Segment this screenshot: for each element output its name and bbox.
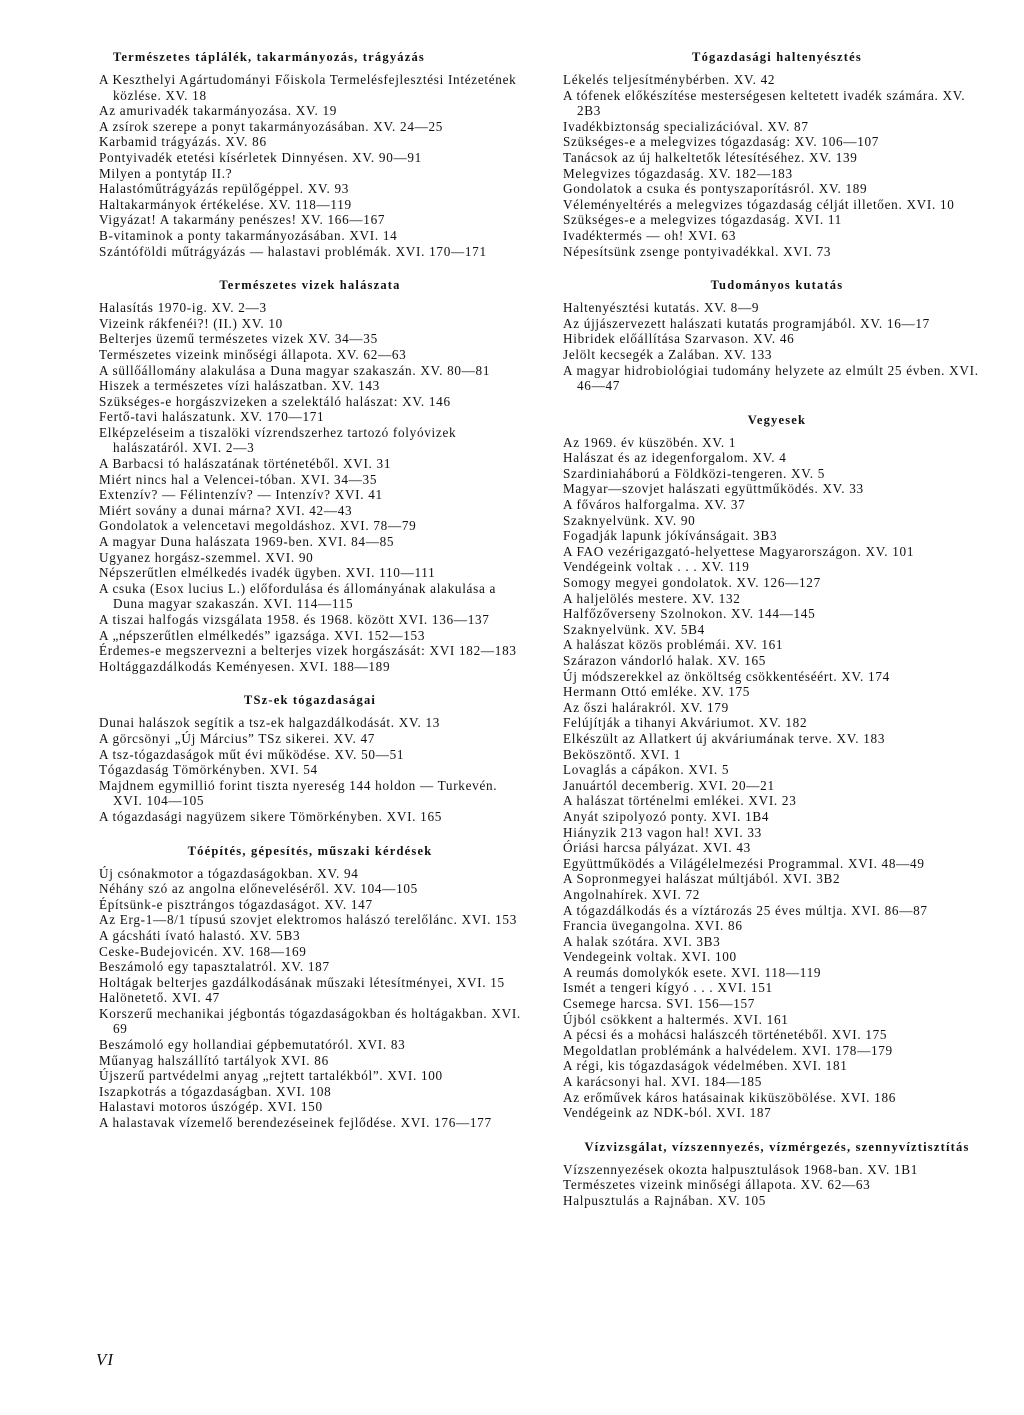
index-entry: Tanácsok az új halkeltetők létesítéséhez. XV. 139 (563, 149, 858, 165)
index-entry: Építsünk-e pisztrángos tógazdaságot. XV. 147 (99, 896, 373, 912)
index-entry: Beszámoló egy hollandiai gépbemutatóról. XVI. 83 (99, 1037, 406, 1053)
index-entry: A tógazdasági nagyüzem sikere Tömörkényben. XVI. 165 (99, 808, 443, 824)
page-number: VI (96, 1350, 115, 1369)
index-entry: Szükséges-e horgászvizeken a szelektáló halászat: XV. 146 (99, 393, 451, 409)
index-entry: A görcsönyi „Új Március” TSz sikerei. XV. 47 (99, 730, 376, 746)
section-gap (99, 674, 521, 693)
index-entry: Az amurivadék takarmányozása. XV. 19 (99, 103, 338, 119)
index-entry: Magyar—szovjet halászati együttműködés. XV. 33 (563, 481, 864, 497)
index-entry: Miért nincs hal a Velencei-tóban. XVI. 34—35 (99, 471, 378, 487)
index-entry: B-vitaminok a ponty takarmányozásában. XVI. 14 (99, 227, 398, 243)
index-entry: Iszapkotrás a tógazdaságban. XVI. 108 (99, 1083, 332, 1099)
index-entry: Vendégeink voltak . . . XV. 119 (563, 559, 750, 575)
index-entry: Francia üvegangolna. XVI. 86 (563, 918, 743, 934)
index-entry: Műanyag halszállító tartályok XVI. 86 (99, 1052, 329, 1068)
index-entry: Tógazdaság Tömörkényben. XVI. 54 (99, 762, 318, 778)
index-entry: Halasítás 1970-ig. XV. 2—3 (99, 300, 267, 316)
index-entry: Holtággazdálkodás Keményesen. XVI. 188—189 (99, 658, 391, 674)
index-entry: Halönetető. XVI. 47 (99, 990, 220, 1006)
index-entry: Óriási harcsa pályázat. XVI. 43 (563, 840, 751, 856)
index-entry: Szardiniaháború a Földközi-tengeren. XV. 5 (563, 465, 826, 481)
index-entry: Vigyázat! A takarmány penészes! XV. 166—167 (99, 212, 386, 228)
index-entry: Anyát szipolyozó ponty. XVI. 1B4 (563, 808, 770, 824)
section-gap (99, 259, 521, 278)
index-entry: Milyen a pontytáp II.? (99, 165, 233, 181)
index-entry: Januártól decemberig. XVI. 20—21 (563, 777, 775, 793)
index-entry: Beszámoló egy tapasztalatról. XV. 187 (99, 959, 330, 975)
index-entry: A régi, kis tógazdaságok védelmében. XVI. 181 (563, 1058, 848, 1074)
index-entry: Vendégeink az NDK-ból. XVI. 187 (563, 1105, 772, 1121)
index-entry: Beköszöntő. XVI. 1 (563, 746, 682, 762)
index-entry: Ivadékbiztonság specializációval. XV. 87 (563, 118, 809, 134)
index-entry: Szaknyelvünk. XV. 90 (563, 512, 696, 528)
index-entry: A halastavak vízemelő berendezéseinek fejlődése. XVI. 176—177 (99, 1115, 492, 1131)
index-entry: A főváros halforgalma. XV. 37 (563, 497, 746, 513)
index-entry: Halastavi motoros úszógép. XVI. 150 (99, 1099, 323, 1115)
section-heading-tsz-ek-togazdasagai: TSz-ek tógazdaságai (243, 693, 377, 708)
index-entry: A Sopronmegyei halászat múltjából. XVI. 3B2 (563, 871, 841, 887)
index-entry: A magyar hidrobiológiai tudomány helyzete az elmúlt 25 évben. XVI. 46—47 (563, 362, 979, 394)
index-entry: Halászat és az idegenforgalom. XV. 4 (563, 450, 787, 466)
index-entry: Természetes vizeink minőségi állapota. XV. 62—63 (99, 346, 407, 362)
section-gap (563, 1121, 991, 1140)
index-entry: Hibridek előállítása Szarvason. XV. 46 (563, 331, 795, 347)
index-entry: Hermann Ottó emléke. XV. 175 (563, 684, 751, 700)
right-column (563, 50, 991, 1209)
index-entry: Jelölt kecsegék a Zalában. XV. 133 (563, 346, 773, 362)
index-entry: Vizeink rákfenéi?! (II.) XV. 10 (99, 315, 283, 331)
index-entry: Halfőzőverseny Szolnokon. XV. 144—145 (563, 606, 816, 622)
index-entry: Az 1969. év küszöbén. XV. 1 (563, 434, 737, 450)
index-entry: Népesítsünk zsenge pontyivadékkal. XVI. 73 (563, 243, 832, 259)
index-entry: A tsz-tógazdaságok műt évi működése. XV. 50—51 (99, 746, 405, 762)
section-heading-togazdasagi-haltenyesztes: Tógazdasági haltenyésztés (692, 50, 862, 64)
index-entry: Ceske-Budejovicén. XV. 168—169 (99, 943, 307, 959)
index-entry: Angolnahírek. XVI. 72 (563, 886, 701, 902)
index-entry: Hiányzik 213 vagon hal! XVI. 33 (563, 824, 762, 840)
index-entry: A magyar Duna halászata 1969-ben. XVI. 84—85 (99, 534, 395, 550)
index-entry: A halászat történelmi emlékei. XVI. 23 (563, 793, 797, 809)
index-entry: A süllőállomány alakulása a Duna magyar szakaszán. XV. 80—81 (99, 362, 491, 378)
index-entry: Véleményeltérés a melegvizes tógazdaság célját illetően. XVI. 10 (563, 196, 955, 212)
index-entry: Miért sovány a dunai márna? XVI. 42—43 (99, 502, 353, 518)
index-entry: A Barbacsi tó halászatának történetéből. XVI. 31 (99, 456, 392, 472)
index-entry: Lovaglás a cápákon. XVI. 5 (563, 762, 730, 778)
index-entry: Majdnem egymillió forint tiszta nyereség 144 holdon — Turkevén. XVI. 104—105 (99, 777, 498, 809)
index-entry: Hiszek a természetes vízi halászatban. XV. 143 (99, 378, 380, 394)
index-entry: A „népszerűtlen elmélkedés” igazsága. XVI. 152—153 (99, 627, 426, 643)
index-entry: Gondolatok a csuka és pontyszaporításról. XV. 189 (563, 181, 868, 197)
index-entry: Újszerű partvédelmi anyag „rejtett tartalékból”. XVI. 100 (99, 1068, 443, 1084)
left-column (99, 50, 521, 1131)
index-entry: Extenzív? — Félintenzív? — Intenzív? XVI. 41 (99, 487, 383, 503)
section-heading-vizvizsgalat-vizszennyezes-vizmergezes-s: Vízvizsgálat, vízszennyezés, vízmérgezés, szennyvíztisztítás (584, 1139, 970, 1154)
index-entry: Az Erg-1—8/1 típusú szovjet elektromos halászó terelőlánc. XVI. 153 (99, 912, 518, 928)
index-entry: Új csónakmotor a tógazdaságokban. XV. 94 (99, 865, 359, 881)
index-entry: A tófenek előkészítése mesterségesen keltetett ivadék számára. XV. 2B3 (563, 87, 966, 119)
index-entry: Vendegeink voltak. XVI. 100 (563, 949, 737, 965)
index-entry: Melegvizes tógazdaság. XV. 182—183 (563, 165, 793, 181)
section-heading-tudomanyos-kutatas: Tudományos kutatás (710, 278, 844, 293)
index-entry: A halászat közös problémái. XV. 161 (563, 637, 784, 653)
index-entry: Lékelés teljesítménybérben. XV. 42 (563, 72, 776, 87)
index-entry: Ugyanez horgász-szemmel. XVI. 90 (99, 549, 314, 565)
index-entry: Somogy megyei gondolatok. XV. 126—127 (563, 575, 821, 591)
index-entry: Pontyivadék etetési kísérletek Dinnyésen. XV. 90—91 (99, 149, 422, 165)
index-entry: Megoldatlan problémánk a halvédelem. XVI. 178—179 (563, 1042, 893, 1058)
index-entry: A tógazdálkodás és a víztározás 25 éves múltja. XVI. 86—87 (563, 902, 928, 918)
index-entry: A pécsi és a mohácsi halászcéh történetéből. XVI. 175 (563, 1027, 888, 1043)
index-entry: Az őszi halárakról. XV. 179 (563, 699, 729, 715)
index-entry: Együttműködés a Világélelmezési Programmal. XVI. 48—49 (563, 855, 925, 871)
index-entry: Az erőművek káros hatásainak kiküszöbölése. XVI. 186 (563, 1089, 897, 1105)
index-entry: Újból csökkent a haltermés. XVI. 161 (563, 1011, 789, 1027)
index-entry: Holtágak belterjes gazdálkodásának műszaki létesítményei, XVI. 15 (99, 974, 505, 990)
index-entry: Karbamid trágyázás. XV. 86 (99, 134, 267, 150)
section-heading-toepites-gepesites-muszaki-kerdesek: Tóépítés, gépesítés, műszaki kérdések (187, 843, 433, 858)
section-heading-termeszetes-taplalek-takarmanyozas-tragy: Természetes táplálék, takarmányozás, trágyázás (113, 50, 425, 64)
section-gap (563, 259, 991, 278)
index-entry: Ismét a tengeri kígyó . . . XVI. 151 (563, 980, 773, 996)
section-heading-vegyesek: Vegyesek (747, 412, 807, 427)
index-entry: Szaknyelvünk. XV. 5B4 (563, 621, 705, 637)
index-entry: Belterjes üzemű természetes vizek XV. 34—35 (99, 331, 378, 347)
index-entry: Ivadéktermés — oh! XVI. 63 (563, 227, 737, 243)
index-entry: Fogadják lapunk jókívánságait. 3B3 (563, 528, 778, 544)
index-entry: Vízszennyezések okozta halpusztulások 1968-ban. XV. 1B1 (563, 1161, 919, 1177)
index-entry: Szárazon vándorló halak. XV. 165 (563, 653, 767, 668)
index-entry: Néhány szó az angolna előneveléséről. XV. 104—105 (99, 881, 418, 897)
index-entry: Szükséges-e a melegvizes tógazdaság: XV. 106—107 (563, 134, 880, 150)
index-entry: Haltakarmányok értékelése. XV. 118—119 (99, 196, 352, 212)
index-entry: Haltenyésztési kutatás. XV. 8—9 (563, 300, 760, 316)
index-entry: Érdemes-e megszervezni a belterjes vizek horgászását: XVI 182—183 (99, 643, 517, 659)
index-entry: Gondolatok a velencetavi megoldáshoz. XVI. 78—79 (99, 518, 417, 534)
index-entry: Felújítják a tihanyi Akváriumot. XV. 182 (563, 715, 808, 731)
index-entry: Szántóföldi műtrágyázás — halastavi problémák. XVI. 170—171 (99, 243, 487, 259)
index-entry: Halpusztulás a Rajnában. XV. 105 (563, 1193, 767, 1208)
index-entry: A zsírok szerepe a ponyt takarmányozásában. XV. 24—25 (99, 118, 444, 134)
index-entry: Új módszerekkel az önköltség csökkentéséért. XV. 174 (563, 668, 890, 684)
index-entry: Elkészült az Allatkert új akváriumának terve. XV. 183 (563, 730, 886, 746)
section-gap (99, 825, 521, 844)
index-entry: A csuka (Esox lucius L.) előfordulása és állományának alakulása a Duna magyar szakaszán. XVI. 114—115 (99, 580, 497, 612)
section-heading-termeszetes-vizek-halaszata: Természetes vizek halászata (219, 278, 401, 293)
index-entry: A halak szótára. XVI. 3B3 (563, 933, 721, 949)
index-entry: A tiszai halfogás vizsgálata 1958. és 1968. között XVI. 136—137 (99, 612, 490, 627)
index-entry: Természetes vizeink minőségi állapota. XV. 62—63 (563, 1177, 871, 1193)
index-entry: Csemege harcsa. SVI. 156—157 (563, 996, 756, 1012)
section-gap (563, 394, 991, 413)
index-entry: Fertő-tavi halászatunk. XV. 170—171 (99, 409, 325, 425)
index-entry: A Keszthelyi Agártudományi Főiskola Termelésfejlesztési Intézetének közlése. XV. 18 (99, 72, 517, 103)
index-entry: Az újjászervezett halászati kutatás programjából. XV. 16—17 (563, 315, 930, 331)
index-entry: Korszerű mechanikai jégbontás tógazdaságokban és holtágakban. XVI. 69 (99, 1005, 521, 1037)
index-entry: Dunai halászok segítik a tsz-ek halgazdálkodását. XV. 13 (99, 715, 441, 731)
index-entry: A reumás domolykók esete. XVI. 118—119 (563, 964, 822, 980)
index-entry: Halastóműtrágyázás repülőgéppel. XV. 93 (99, 181, 350, 197)
index-entry: Elképzeléseim a tiszalöki vízrendszerhez tartozó folyóvizek halászatáról. XVI. 2—3 (99, 424, 457, 456)
index-entry: Népszerűtlen elmélkedés ivadék ügyben. XVI. 110—111 (99, 565, 436, 581)
index-entry: A FAO vezérigazgató-helyettese Magyarországon. XV. 101 (563, 543, 915, 559)
index-entry: Szükséges-e a melegvizes tógazdaság. XVI. 11 (563, 212, 842, 228)
index-entry: A gácsháti ívató halastó. XV. 5B3 (99, 927, 301, 943)
index-entry: A karácsonyi hal. XVI. 184—185 (563, 1074, 762, 1090)
index-entry: A haljelölés mestere. XV. 132 (563, 590, 741, 606)
